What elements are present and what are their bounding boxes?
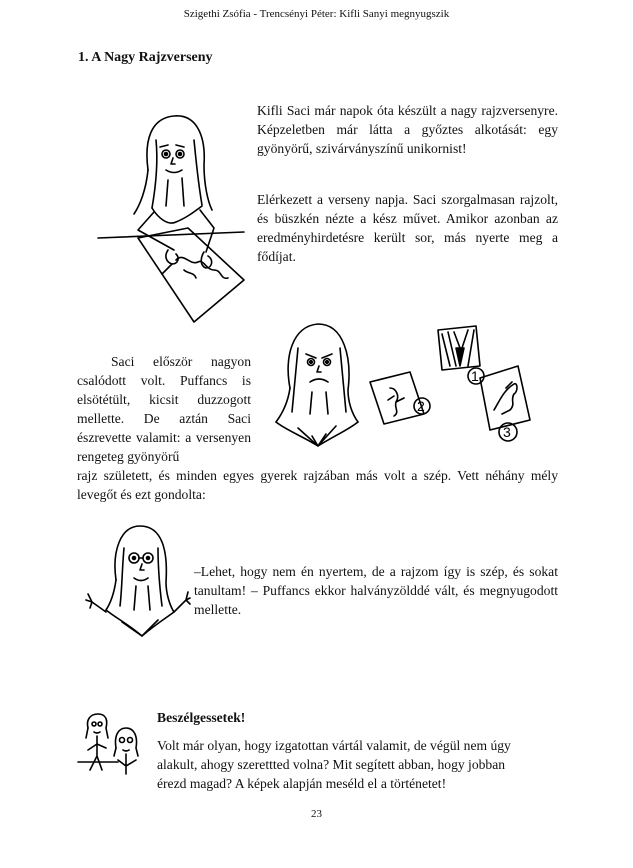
two-children-talking-illustration (78, 714, 142, 776)
page-header: Szigethi Zsófia - Trencsényi Péter: Kifli Sanyi megnyugszik (183, 8, 450, 20)
paragraph-realization: rajz született, és minden egyes gyerek rajzában más volt a szép. Vett néhány mély levegőt és ezt gondolta: (77, 468, 558, 502)
paragraph-thought: –Lehet, hogy nem én nyertem, de a rajzom így is szép, és sokat tanultam! – Puffancs ekkor halványzölddé vált, és megnyugodott mellette. (194, 564, 558, 617)
rank-label-3: 3 (503, 424, 511, 440)
drawing-card-3 (480, 366, 530, 441)
child-figure-left (78, 714, 118, 770)
paragraph-intro: Kifli Saci már napok óta készült a nagy rajzversenyre. Képzeletben már látta a győztes alkotását: egy gyönyörű, szivárványszínű unikornist! (257, 103, 558, 156)
drawing-card-1 (438, 326, 484, 384)
sad-girl-illustration (272, 318, 364, 448)
calm-girl-illustration (86, 520, 190, 650)
rank-label-2: 2 (417, 398, 425, 414)
drawing-card-2 (370, 372, 430, 424)
discussion-title: Beszélgessetek! (157, 710, 246, 725)
paragraph-contest-day: Elérkezett a verseny napja. Saci szorgalmasan rajzolt, és büszkén nézte a kész művet. Amikor azonban az eredményhirdetésre került sor, más nyerte meg a fődíjat. (257, 192, 558, 264)
child-figure-right (114, 728, 138, 774)
rank-label-1: 1 (471, 368, 479, 384)
section-title: 1. A Nagy Rajzverseny (78, 50, 213, 65)
paragraph-disappointment-text: Saci először nagyon csalódott volt. Puffancs is elsötétült, kicsit duzzogott mellette. De aztán Saci észrevette valamit: a versenyen rengeteg gyönyörű (77, 354, 251, 464)
paragraph-disappointment (77, 352, 251, 466)
page-number: 23 (311, 808, 322, 820)
discussion-prompt: Volt már olyan, hogy izgatottan vártál valamit, de végül nem úgy alakult, ahogy szerettted volna? Mit segített abban, hogy jobban érezd magad? A képek alapján meséld el a történetet! (157, 738, 511, 791)
girl-drawing-illustration (96, 110, 246, 325)
ranked-drawings-illustration (364, 326, 534, 446)
